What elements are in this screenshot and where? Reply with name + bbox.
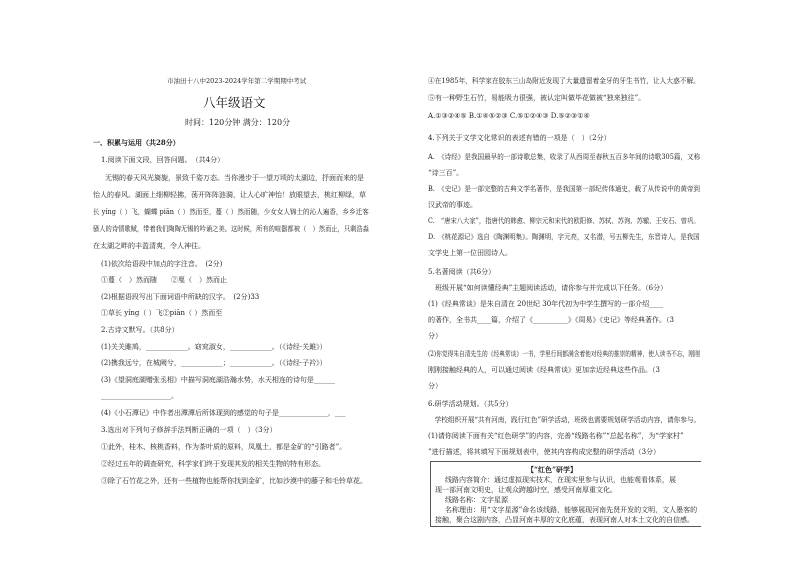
question-2: 2.古诗文默写。（共8分）: [101, 326, 179, 334]
poem-line-2: (2)携我远兮，在城阙兮，____________；____________。（《诗经·子衿》）: [101, 359, 327, 367]
question-1-sub1-answers: ①蔓（ ）然而随 ②戛（ ）然而止: [101, 276, 227, 284]
sentence-1: ①此外，桂木、核桃香料，作为茶叶质的原料，凤凰土，都是金矿的“引路者”。: [101, 443, 347, 451]
question-6-sub1: (1)请你阅读下面有关“红色研学”的内容，完善“线路名称”“总起名称”，为“学家村”: [428, 432, 684, 440]
sentence-3: ③除了石竹花之外，还有一些植物也能帮你找到金矿，比如沙漠中的藤子和毛铃草花。: [101, 477, 367, 485]
exam-info: 时间：120分钟 满分：120分: [185, 118, 291, 127]
page-title: 八年级语文: [203, 95, 266, 110]
question-5-sub1: (1)《经典常谈》是朱自清在 20世纪 30年代初为中学生撰写的一部介绍____: [428, 300, 664, 308]
question-1-sub1: (1)依次给语段中加点的字注音。 (2分): [101, 260, 223, 268]
school-name: 市油田十八中2023-2024学年第二学期期中考试: [167, 77, 307, 85]
info-box-title: 【“红色”研学】: [527, 465, 578, 474]
info-box-line: 线路名称：文字星源: [445, 496, 508, 504]
question-5-intro: 班级开展“如何读懂经典”主题阅读活动，请你参与并完成以下任务。（6分）: [428, 284, 668, 292]
poem-line-1: (1)关关雎鸠，____________。窈窕淑女，____________。（《诗经·关雎》）: [101, 343, 327, 351]
question-5-sub2: (2)你觉得朱自清先生的《经典常谈》一书，学里行间都满含着他对经典的推崇的精神，使人读书不忘，刚刚: [428, 350, 700, 358]
left-column: [93, 0, 370, 561]
option-a: A. 《诗经》是我国最早的一部诗歌总集，收录了从西周至春秋五百多年间的诗歌305篇，又称: [428, 153, 701, 161]
question-6-intro: 学校组织开展“共有河南，践行红色”研学活动，班级也需要规划研学活动内容，请你参与。: [428, 416, 701, 424]
info-box-line: 现一部河南文明史，让观众跨越时空，感受河南厚重文化。: [435, 486, 617, 494]
question-1-sub2: (2)根据语段写出下面词语中所缺的汉字。 (2分)33: [101, 293, 260, 301]
question-5-sub1-score: 分）: [428, 332, 442, 340]
info-box-line: 名称理由：用“文字星源”命名该线路，能够展现河南先贤开发的文明，文人墨客的: [445, 506, 698, 514]
poem-line-3-cont: ____________________。: [101, 392, 178, 400]
right-column: [418, 0, 701, 561]
question-1-sub2-answers: ①草长 yíng（ ）飞②piān（ ）然而至: [101, 309, 223, 317]
question-5: 5.名著阅读（共6分）: [428, 268, 496, 276]
passage-line: 在太湖之畔的丰盈清爽，令人神往。: [93, 242, 205, 250]
passage-line: 骚人的诗情歌赋，带着我们陶陶无锡的吟诵之美。这时候，所有的喧嚣都被（ ）然而止，只剩浩淼: [93, 225, 369, 233]
question-5-sub1-cont: 的著作，全书共____篇，介绍了《__________》《周易》《史记》等经典著作。（3: [428, 316, 674, 324]
passage-line: 怡人的春风。湖面上细柳轻拂，荡开阵阵涟漪，让人心旷神怡！放眼望去，桃红柳绿，草: [93, 191, 366, 199]
passage-line: 无锡的春天风光旖旎，景致千姿万态。当你漫步于一望万顷的太湖边，抒面而来的是: [105, 174, 364, 182]
question-4: 4.下列关于文学文化常识的表述有错的一项是（ ）（2分）: [428, 134, 611, 142]
section-heading: 一、积累与运用（共28分）: [93, 138, 180, 147]
passage-line: 长 yíng（ ）飞，蝴蝶 piān（ ）然而至，蔓（ ）然而随，少女女人锦土的沁人遍香，乡乡迁客: [93, 208, 369, 216]
option-a-cont: “诗三百”。: [428, 169, 464, 177]
option-d: D. 《桃花源记》选自《陶渊明集》。陶渊明，字元亮，又名潜，号五柳先生，东晋诗人，是我国: [428, 233, 700, 241]
question-1: 1.阅读下面文段，回答问题。 （共4分）: [101, 156, 225, 164]
question-3: 3.选出对下列句子修辞手法判断正确的一项（ ）（3分）: [101, 426, 277, 434]
option-b-cont: 汉武帝的事迹。: [428, 201, 477, 209]
question-5-sub2-cont: 刚刚接触经典的人，可以通过阅读《经典常谈》更加亲近经典这些作品。（3: [428, 366, 660, 374]
option-c: C. “唐宋八大家”，指唐代的韩愈、柳宗元和宋代的欧阳修、苏轼、苏洵、苏辙、王安石、曾巩。: [428, 217, 700, 225]
question-6: 6.研学活动规划。（共5分）: [428, 400, 513, 408]
sentence-4: ④在1985年，科学家在胶东三山岛附近发现了大量遗留着金牙的牙生书竹，让人大惑不解。: [428, 77, 700, 85]
option-b: B. 《史记》是一部完整的古典文学名著作，是我国第一部纪传体通史，载了从传说中的黄帝到: [428, 185, 700, 193]
poem-line-3: (3)《望洞庭湖赠张丞相》中描写洞庭湖浩瀚水势，水天相连的诗句是______: [101, 376, 335, 384]
question-6-sub1-cont: ”进行描述，将其填写下面规划表中，使其内容构成完整的研学活动（3分）: [428, 448, 661, 456]
question-3-options: A.①③②④⑤ B.①④⑤②③ C.⑤①②④③ D.⑤②③①④: [428, 112, 590, 120]
sentence-5: ⑤有一种野生石竹，易能吸力很强，被认定叫做毕花做被“独来独往”。: [428, 94, 646, 102]
info-box-line: 接触，聚合这剧内容，凸显河南丰厚的文化底蕴，表现河南人对本土文化的自信感。: [435, 516, 694, 524]
info-box-line: 线路内容简介：通过虚拟现实技术，在现实里参与认识，也能观看体系，展: [445, 476, 676, 484]
option-d-cont: 文学史上第一位田园诗人。: [428, 249, 512, 257]
sentence-2: ②经过五年的调查研究，科学家们终于发现其发的相关生物的特有形态。: [101, 460, 325, 468]
question-5-sub2-score: 分）: [428, 382, 442, 390]
poem-line-4: (4)《小石潭记》中作者出潭潭后所体现到的感觉的句子是______________，___: [101, 409, 346, 417]
info-box: [430, 461, 701, 527]
